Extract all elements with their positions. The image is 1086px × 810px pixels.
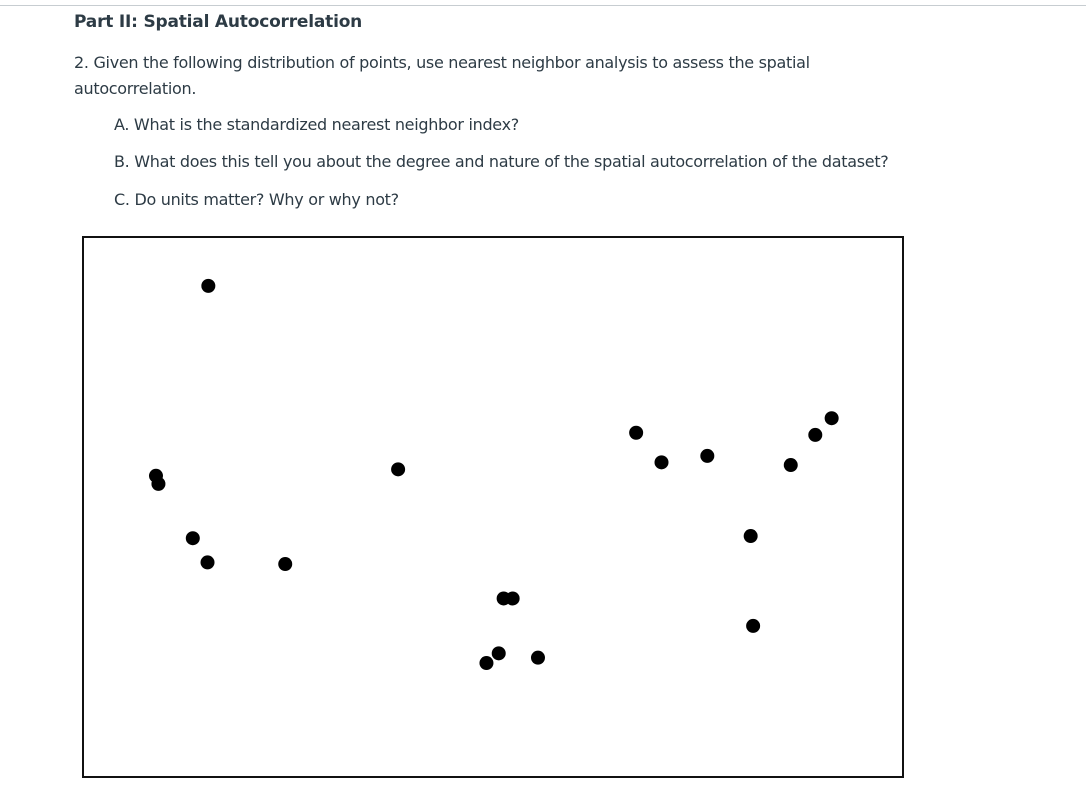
scatter-point-18 (784, 458, 798, 472)
scatter-point-6 (278, 557, 292, 571)
scatter-point-15 (700, 449, 714, 463)
scatter-point-19 (808, 428, 822, 442)
question-part-a: A. What is the standardized nearest neighbor index? (114, 115, 519, 134)
scatter-point-10 (492, 646, 506, 660)
top-divider (0, 5, 1086, 6)
point-distribution-plot (82, 236, 904, 778)
scatter-point-9 (506, 591, 520, 605)
section-title: Part II: Spatial Autocorrelation (74, 12, 363, 32)
question-text: 2. Given the following distribution of points, use nearest neighbor analysis to assess the spatial autocorrelation. (74, 53, 810, 98)
question-part-c: C. Do units matter? Why or why not? (114, 190, 399, 209)
scatter-point-14 (655, 455, 669, 469)
scatter-point-20 (825, 411, 839, 425)
scatter-point-11 (479, 656, 493, 670)
scatter-point-1 (201, 279, 215, 293)
scatter-point-4 (186, 531, 200, 545)
scatter-point-17 (746, 619, 760, 633)
scatter-point-13 (629, 426, 643, 440)
scatter-point-7 (391, 462, 405, 476)
question-part-b: B. What does this tell you about the degree and nature of the spatial autocorrelation of the dataset? (114, 152, 889, 171)
scatter-svg (84, 238, 902, 776)
scatter-point-3 (151, 477, 165, 491)
scatter-point-5 (201, 555, 215, 569)
scatter-point-12 (531, 651, 545, 665)
scatter-point-16 (744, 529, 758, 543)
